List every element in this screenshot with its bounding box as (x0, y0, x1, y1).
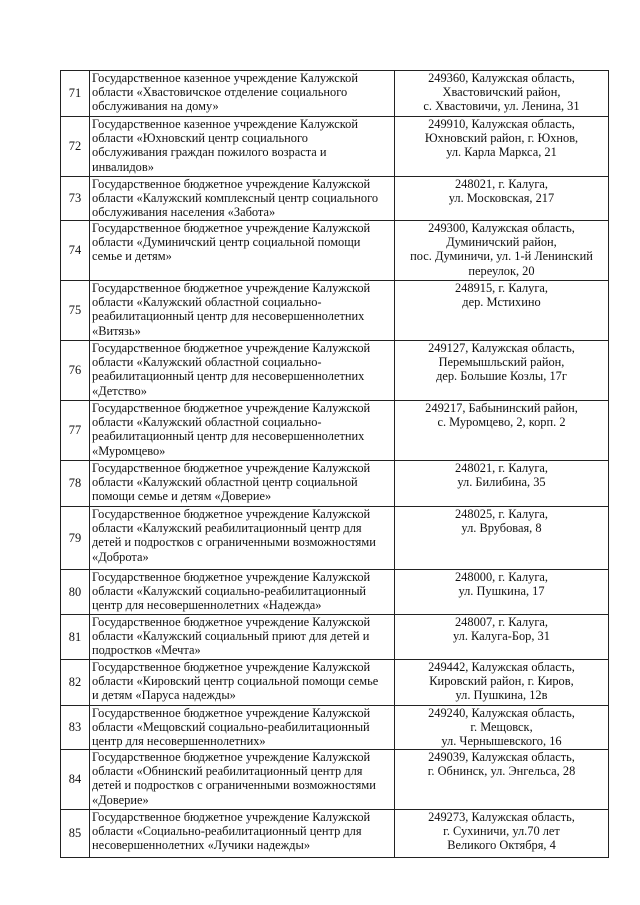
table-body (61, 71, 609, 858)
institution-address (395, 117, 609, 177)
institution-name-line: области «Социально-реабилитационный центр для (92, 824, 362, 839)
institution-name-line: Государственное бюджетное учреждение Калужской (92, 177, 371, 191)
institution-name (90, 341, 395, 401)
institution-name (90, 281, 395, 341)
institution-address-line: г. Мещовск, (470, 720, 533, 735)
institution-name-line: детей и подростков с ограниченными возможностями (92, 535, 376, 550)
institution-name-line: «Доверие» (92, 792, 149, 807)
institution-address-line: 249442, Калужская область, (428, 660, 575, 674)
institution-address-line: 248021, г. Калуга, (454, 461, 548, 475)
institution-name-line: Государственное бюджетное учреждение Калужской (92, 660, 371, 674)
institution-name-line: семье и детям» (92, 249, 172, 264)
table-row (61, 341, 609, 401)
institution-address-line: ул. Пушкина, 17 (458, 584, 545, 599)
institution-address-line: ул. Московская, 217 (448, 191, 555, 206)
institution-name-line: помощи семье и детям «Доверие» (92, 489, 272, 504)
institution-address-line: ул. Врубовая, 8 (461, 521, 542, 536)
row-number: 73 (61, 177, 90, 221)
institution-address-line: 249217, Бабынинский район, (425, 401, 578, 415)
institution-name (90, 570, 395, 615)
institution-address-line: 248007, г. Калуга, (454, 615, 548, 629)
institution-name (90, 71, 395, 117)
institution-address-line: Хвастовичский район, (442, 85, 561, 100)
institution-name-line: области «Калужский социально-реабилитационный (92, 584, 367, 599)
institution-address (395, 401, 609, 461)
institution-name-line: Государственное бюджетное учреждение Калужской (92, 221, 371, 235)
institution-name-line: Государственное бюджетное учреждение Калужской (92, 706, 371, 720)
institution-address (395, 810, 609, 858)
institution-name-line: обслуживания населения «Забота» (92, 205, 276, 220)
institution-address (395, 221, 609, 281)
table-row (61, 281, 609, 341)
institution-address-line: дер. Большие Козлы, 17г (436, 369, 567, 384)
institution-name-line: области «Калужский областной социально- (92, 295, 322, 310)
institution-name (90, 117, 395, 177)
institution-address (395, 281, 609, 341)
institution-name-line: Государственное бюджетное учреждение Калужской (92, 281, 371, 295)
institution-name-line: реабилитационный центр для несовершеннолетних (92, 309, 365, 324)
table-row (61, 615, 609, 660)
institution-address (395, 461, 609, 507)
institution-name-line: области «Кировский центр социальной помощи семье (92, 674, 379, 689)
institution-name-line: Государственное бюджетное учреждение Калужской (92, 461, 371, 475)
table-row (61, 750, 609, 810)
institution-name-line: несовершеннолетних «Лучики надежды» (92, 838, 311, 853)
institution-address-line: 248000, г. Калуга, (454, 570, 548, 584)
institution-name-line: области «Калужский областной социально- (92, 355, 322, 370)
institutions-table (60, 70, 609, 858)
row-number: 80 (61, 570, 90, 615)
institution-name-line: детей и подростков с ограниченными возможностями (92, 778, 376, 793)
table-row (61, 461, 609, 507)
table-row (61, 810, 609, 858)
institution-address (395, 341, 609, 401)
institution-name-line: обслуживания граждан пожилого возраста и (92, 145, 327, 160)
row-number: 76 (61, 341, 90, 401)
institution-name-line: подростков «Мечта» (92, 643, 201, 658)
institution-address-line: 249240, Калужская область, (428, 706, 575, 720)
institution-name-line: «Доброта» (92, 549, 149, 564)
institution-address-line: 249039, Калужская область, (428, 750, 575, 764)
institution-name-line: Государственное бюджетное учреждение Калужской (92, 341, 371, 355)
table-row (61, 117, 609, 177)
row-number: 83 (61, 706, 90, 750)
institution-address-line: 249127, Калужская область, (428, 341, 575, 355)
institution-name-line: области «Мещовский социально-реабилитационный (92, 720, 370, 735)
table-row (61, 660, 609, 706)
row-number: 71 (61, 71, 90, 117)
institution-address-line: ул. Калуга-Бор, 31 (453, 629, 550, 644)
institution-address-line: 248025, г. Калуга, (454, 507, 548, 521)
institution-address (395, 660, 609, 706)
institution-name-line: области «Калужский комплексный центр социального (92, 191, 379, 206)
institution-address (395, 570, 609, 615)
institution-name-line: Государственное бюджетное учреждение Калужской (92, 615, 371, 629)
institution-address (395, 507, 609, 570)
institution-name-line: реабилитационный центр для несовершеннолетних (92, 369, 365, 384)
table-row (61, 401, 609, 461)
institution-name-line: «Муромцево» (92, 443, 166, 458)
table-row (61, 177, 609, 221)
institution-address-line: с. Хвастовичи, ул. Ленина, 31 (423, 99, 580, 114)
institution-address-line: 249910, Калужская область, (428, 117, 575, 131)
institution-address-line: г. Сухиничи, ул.70 лет (443, 824, 560, 839)
document-page (60, 70, 608, 858)
institution-name-line: обслуживания на дому» (92, 99, 219, 114)
row-number: 75 (61, 281, 90, 341)
institution-address-line: ул. Билибина, 35 (457, 475, 546, 490)
institution-name-line: области «Обнинский реабилитационный центр для (92, 764, 363, 779)
institution-address-line: 249360, Калужская область, (428, 71, 575, 85)
institution-name-line: Государственное казенное учреждение Калужской (92, 117, 358, 131)
institution-name-line: центр для несовершеннолетних» (92, 734, 266, 749)
institution-address-line: с. Муромцево, 2, корп. 2 (437, 415, 566, 430)
row-number: 74 (61, 221, 90, 281)
row-number: 78 (61, 461, 90, 507)
institution-name-line: «Витязь» (92, 323, 141, 338)
institution-name (90, 810, 395, 858)
institution-name-line: области «Калужский социальный приют для детей и (92, 629, 370, 644)
institution-address (395, 615, 609, 660)
row-number: 72 (61, 117, 90, 177)
institution-name (90, 660, 395, 706)
institution-address (395, 750, 609, 810)
institution-name-line: Государственное казенное учреждение Калужской (92, 71, 358, 85)
institution-name (90, 177, 395, 221)
institution-name (90, 221, 395, 281)
institution-name (90, 461, 395, 507)
institution-address-line: Кировский район, г. Киров, (429, 674, 574, 689)
institution-name (90, 750, 395, 810)
institution-name-line: области «Думиничский центр социальной помощи (92, 235, 361, 250)
institution-name-line: Государственное бюджетное учреждение Калужской (92, 507, 371, 521)
institution-name-line: области «Калужский областной центр социальной (92, 475, 358, 490)
institution-address (395, 71, 609, 117)
institution-address-line: 249300, Калужская область, (428, 221, 575, 235)
institution-name (90, 401, 395, 461)
institution-address-line: ул. Пушкина, 12в (455, 688, 548, 703)
institution-name-line: области «Калужский областной социально- (92, 415, 322, 430)
row-number: 81 (61, 615, 90, 660)
institution-address-line: ул. Чернышевского, 16 (441, 734, 562, 749)
row-number: 79 (61, 507, 90, 570)
institution-name (90, 706, 395, 750)
table-row (61, 570, 609, 615)
institution-name-line: Государственное бюджетное учреждение Калужской (92, 570, 371, 584)
institution-address-line: переулок, 20 (468, 263, 535, 278)
institution-address (395, 706, 609, 750)
institution-address-line: 248915, г. Калуга, (454, 281, 548, 295)
row-number: 77 (61, 401, 90, 461)
institution-address-line: г. Обнинск, ул. Энгельса, 28 (427, 764, 576, 779)
table-row (61, 221, 609, 281)
table-row (61, 706, 609, 750)
institution-name-line: области «Хвастовичское отделение социального (92, 85, 348, 100)
institution-address-line: ул. Карла Маркса, 21 (446, 145, 557, 160)
institution-address-line: 249273, Калужская область, (428, 810, 575, 824)
row-number: 85 (61, 810, 90, 858)
institution-name-line: центр для несовершеннолетних «Надежда» (92, 598, 322, 613)
institution-name (90, 507, 395, 570)
institution-name-line: инвалидов» (92, 159, 154, 174)
institution-name-line: Государственное бюджетное учреждение Калужской (92, 401, 371, 415)
row-number: 84 (61, 750, 90, 810)
institution-name-line: «Детство» (92, 383, 147, 398)
table-row (61, 71, 609, 117)
row-number: 82 (61, 660, 90, 706)
institution-address (395, 177, 609, 221)
institution-name-line: и детям «Паруса надежды» (92, 688, 236, 703)
institution-address-line: Думиничский район, (446, 235, 557, 250)
institution-name-line: реабилитационный центр для несовершеннолетних (92, 429, 365, 444)
institution-address-line: Великого Октября, 4 (447, 838, 556, 853)
institution-name-line: области «Юхновский центр социального (92, 131, 308, 146)
institution-address-line: 248021, г. Калуга, (454, 177, 548, 191)
institution-address-line: Перемышльский район, (438, 355, 565, 370)
institution-address-line: Юхновский район, г. Юхнов, (424, 131, 579, 146)
table-row (61, 507, 609, 570)
institution-address-line: пос. Думиничи, ул. 1-й Ленинский (410, 249, 593, 264)
institution-address-line: дер. Мстихино (462, 295, 541, 310)
institution-name-line: Государственное бюджетное учреждение Калужской (92, 750, 371, 764)
institution-name-line: области «Калужский реабилитационный центр для (92, 521, 362, 536)
institution-name-line: Государственное бюджетное учреждение Калужской (92, 810, 371, 824)
institution-name (90, 615, 395, 660)
